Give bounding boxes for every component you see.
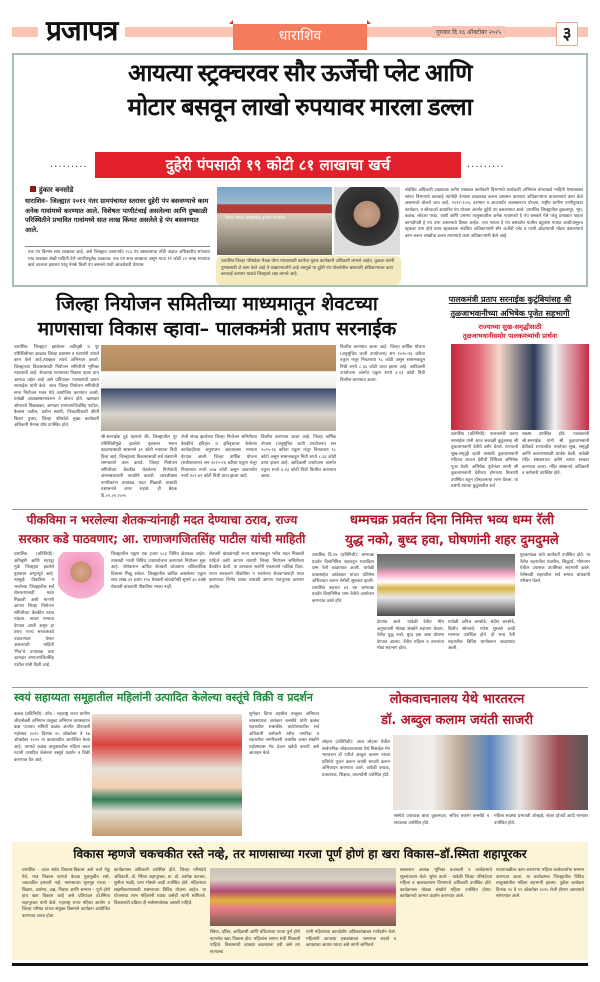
lead-body-col3: संबंधित अधिकारी टाळाटाळ करीत याबाबत कार्यकारी विभागाचे कार्यकारी अभियंता यांच्याकडे माहिती देण्याबाबत सांगत विभागाचे कारवाई त्यांनीही देण्यास टाळाटाळ करून प्रशासन करणारा अधिकाऱ्यांना वाचवण्याचे काम केले असल्याचे बोलले जात आहे. २०१२-२०१८ दरम्यान व आजपर्यंत जलस्वराज्य योजना, राष्ट्रीय ग्रामीण पाणीपुरवठा कार्यक्रम, व सौरऊर्जा आधारित पंप योजना अंतर्गत दुहेरी पंप बसवण्यात आले. धाराशिव जिल्ह्यातील तुळजापूर, भूम, कळंब, लोहारा परंडा, वाशी आणि उमरगा तालुक्यातील अनेक गावांमध्ये हे पंप बसवले गेले परंतु प्रत्यक्षात पाहता कागदोपत्री हे पंप उभा असल्याचे दिसत आहेत. ज्या गावात हे पंप बसवलेत यातील बहुतांश गावात आधीपासूनच स्ट्रक्चर उभा होते त्याच स्ट्रक्चरला संबंधित अधिकाऱ्यांनी सौर ऊर्जेची प्लेट व पाणी ओढण्याची मोटार बसवण्याचे काम करून लाखोंचा डल्ला मारण्याचे काम अधिकाऱ्यांनी केले आहे. — [405, 188, 583, 239]
story3-subheadline-line2: तुळजाभवानीसमोर पालकमंत्र्यांची प्रार्थना — [462, 332, 558, 340]
temple-family-photo — [451, 344, 589, 430]
story5-col2: देण्यात आले. यावेळी रॅलीत भीम अनुयायांनी मोठ्या संख्येने सहभाग घेतला. रॅलीत युद्ध नको, बुध्द हवा अशा घोषणा देण्यात आल्या. रॅलीत महिला व तरुणांचा मोठा सहभाग होता. — [377, 620, 444, 651]
story8-col5: सत्कारात अध्यक्ष भूमिका बजावली व कार्यक्रमाचे सूत्रसंचालन केले. सुरेश डावरे - यावेळी जिल्हा परिषदेच्या महिला व बालकल्याण विभागाचे अधिकारी उपस्थित होते. कार्यक्रमास मोठ्या संख्येने महिला उपस्थित होत्या. कार्यक्रमाचे आभार प्रदर्शन करण्यात आले. — [400, 868, 492, 899]
kalam-jayanti-photo — [393, 735, 588, 810]
story4-col1: धाराशिव (प्रतिनिधी): अतिवृष्टी आणि महापूर मुळे जिल्ह्यात झालेले नुकसान अभूतपूर्व आहे. त्यामुळे पीकविमा न भरलेल्या जिल्ह्यातील सर्व शेतकऱ्यांनाही मदत मिळावी अशी मागणी आपण जिल्हा नियोजन समितीच्या बैठकीत ठराव मांडला. त्याला मान्यता देण्यात आली असून हा ठराव राज्य सरकारकडे पाठवण्यात येणार असल्याची माहिती 'मित्र'चे उपाध्यक्ष तथा आमदार राणाजगजितसिंह पाटील यांनी दिली आहे. — [14, 552, 54, 668]
story4-headline-line1: पीकविमा न भरलेल्या शेतकऱ्यांनाही मदत देण्याचा ठराव, राज्य — [26, 513, 298, 527]
story2-headline-line2: माणसाचा विकास व्हावा– पालकमंत्री प्रताप सरनाईक — [37, 318, 397, 340]
byline-author: हुंकार बनसोडे — [39, 186, 74, 194]
story5-headline-line2: युद्ध नको, बुध्द हवा, घोषणांनी शहर दुमदुमले — [345, 533, 559, 548]
lead-intro: धाराशिव– जिल्ह्यात २०१२ नंतर ग्रामपंचायत स्तरावर दुहेरी पंप बसवण्याचे काम अनेक गावांमध्ये करण्यात आले. विशेषतः पाणीटंचाई असलेल्या आणि दुष्काळी परिस्थितीने प्रभावित गावांमध्ये सात लाख किंमत असलेले हे पंप बसवण्यात आले. — [25, 197, 210, 247]
story2-col3: रोजी संपन्न झालेल्या जिल्हा नियोजन समितीच्या बैठकीचे इतिवृत्त व इतिवृत्तावर केलेल्या कार्यवाहीच्या अनुपालन अहवालास मान्यता देण्यात आली. जिल्हा वार्षिक योजना (सर्वसाधारण) सन २०२५-२६ करिता एकूण मंजूर नियतव्यय रुपये ४५७ कोटी असून आतापर्यंत रुपये १०२.४९ कोटी निधी प्राप्त झाला आहे. — [181, 435, 257, 479]
story3-headline — [430, 293, 590, 321]
story7-headline-line2: डॉ. अब्दुल कलाम जयंती साजरी — [381, 713, 533, 728]
story8-col2: कार्यक्रमास अधिकारी उपस्थित होते. जिल्हा परिषदेचे अधिकारी, डॉ. स्मिता शहापूरकर, प्रा. डॉ. अशोक वाटकर, सुनीता माळी, प्रभा भोसले आदी उपस्थित होते. महिलांच्या सक्षमीकरणासाठी शासनाच्या विविध योजना आहेत. या योजनांचा लाभ महिलांनी घ्यावा असेही त्यांनी सांगितले. विकासाची प्रक्रिया ही सर्वसमावेशक असली पाहिजे. — [114, 868, 206, 906]
story2-headline-line1: जिल्हा नियोजन समितीच्या माध्यमातून शेवटच्या — [56, 293, 378, 315]
story8-headline: विकास म्हणजे चकचकीत रस्ते नव्हे, तर माणसाच्या गरजा पूर्ण होणं हा खरा विकास–डॉ.स्मिता शहापूरकर — [73, 847, 527, 861]
lead-headline-line1: आयत्या स्ट्रक्चरवर सौर ऊर्जेची प्लेट आणि — [128, 60, 472, 87]
story6-col1: कळंब (प्रतिनिधी): उमेद - महाराष्ट्र राज्य ग्रामीण जीवनोन्नती अभियान तालुका अभियान व्यवस्थापन कक्ष पंचायत समिती कळंब अंतर्गत दीपावली महोत्सव २०२५ दिनांक १५ ऑक्टोबर ते १७ ऑक्टोबर २०२५ या कालावधीत आयोजित केला आहे. यामध्ये कळंब तालुक्यातील महिला बचत गटांनी उत्पादित केलेल्या वस्तूंचे प्रदर्शन व विक्री करण्यात येत आहे. — [14, 712, 90, 763]
story3-subheadline — [430, 323, 590, 341]
story2-col5: वितरित करण्यात आला आहे. जिल्हा वार्षिक योजना (अनुसूचित जाती उपयोजना) सन २०२५-२६ करिता एकूण मंजूर नियतव्यय ९८ कोटी असून शासनाकडून निधी रुपये ८.६६ कोटी प्राप्त झाला आहे. आदिवासी उपयोजना अंतर्गत एकूण रुपये ४.१३ कोटी निधी वितरित करण्यात आला. — [340, 345, 425, 383]
story4-col3: शेतकरी बांधवांनाही राज्य शासनाकडून भरीव मदत मिळाली पाहिजे अशी आपण मागणी जिल्हा नियोजन समितीच्या बैठकीत केली. या ठरावाला सर्वांनी एकमताने पाठिंबा दिला. राज्य सरकारने पीकविमा न भरलेल्या शेतकऱ्यांनाही मदत करण्याचा निर्णय घ्यावा यासाठी आपण पाठपुरावा करणार आहोत. — [209, 552, 304, 590]
dotted-rule-left: ········· — [50, 162, 88, 173]
story6-col2: सुभेदार दिग्या तहसील तालुका अभियान व्यवस्थापक अलंकार बनसोडे यांनी कळंब शहरातील शासकीय कार्यालयातील सर्व अधिकारी कर्मचारी तसेच नागरिक व शहरातील नागरिकांनी जास्तीत जास्त संख्येने महोत्सवास भेट देऊन खरेदी करावी असे आवाहन केले. — [249, 712, 319, 756]
lead-body-col1: एक पंप किमान सात लाखाचा आहे, असे जिल्ह्यात आतापर्यंत २८३ पंप बसवल्याचा तोंडी अंदाज अधिकारीय सांगतात मात्र याबाबत लेखी माहिती देणे जाणीवपूर्वक टाळतात. एक पंप सात लाखाचा असून याचा १९ कोटी ८१ लाख रुपयांचा खर्च आजवर झालाय परंतु नेमके किती पंप बसवले याची आकडेवारी देण्यास — [28, 250, 210, 268]
issue-date: गुरुवार दि.१६ ऑक्टोबर २०२५ — [432, 26, 505, 38]
lead-headline-line2: मोटार बसवून लाखो रुपयावर मारला डल्ला — [127, 94, 473, 121]
zp-building-photo — [217, 187, 332, 255]
zp-building-sign: जिल्हा परिषद प्रशासकीय इमारत धाराशिव — [225, 215, 285, 220]
byline — [30, 186, 73, 195]
meeting-photo — [101, 345, 336, 431]
lead-photo-caption: धाराशिव जिल्हा परिषदेला मैत्रक योग्य यांच्यासाठी कार्यरत युवक कार्यकारी अधिकारी लाभले आहेत. तुळजा त्यांनी पुण्यासाठी जे काम केले आहे ते वाखाण्याजोगे आहे त्यामुळे या दुहेरी पंप योजनेतील भ्रष्टाचारी अधिकाऱ्यावर काय कारवाई करणार याकडे जिल्ह्याचे लक्ष लागले आहे. — [216, 256, 401, 285]
story8-col1: धाराशिव - आज सर्वत्र विकास-विकास असे चर्चा ऐकू येते, मात्र विकास म्हणजे केवळ गुळगुळीत रस्ते, चकचकीत इमारती नव्हे. माणसाच्या मूलभूत गरजा - शिक्षण, आरोग्य, अन्न, निवारा आणि सन्मान - पूर्ण होणे हाच खरा विकास आहे असे प्रतिपादन डॉ.स्मिता शहापूरकर यांनी केले. महाराष्ट्र राज्य महिला आयोग व जिल्हा परिषद यांच्या संयुक्त विद्यमाने कार्यक्रम आयोजित करण्यात आला होता. — [22, 868, 110, 919]
page-footer-rule — [12, 963, 588, 966]
rally-photo — [377, 554, 515, 616]
story3-headline-line2: तुळजाभवानीच्या अभिषेक पूजेत सहभागी — [450, 309, 570, 318]
story2-col4: वितरित करण्यात आला आहे. जिल्हा वार्षिक योजना (अनुसूचित जाती उपयोजना) सन २०२५-२६ करिता एकूण मंजूर नियतव्यय ९८ कोटी असून शासनाकडून निधी रुपये ८.६६ कोटी प्राप्त झाला आहे. आदिवासी उपयोजना अंतर्गत एकूण रुपये ४.१३ कोटी निधी वितरित करण्यात आला. — [261, 435, 336, 479]
divider — [12, 687, 588, 688]
story4-col1-cont — [58, 606, 106, 684]
story3-col2: सदस्य उपस्थित होते. पालकमंत्री श्री.सरनाईक यांनी श्री तुळजाभवानी देवीकडे राज्यातील जनतेच्या सुख, समृद्धी आणि कल्याणासाठी प्रार्थना केली. यावेळी मंदिर संस्थानच्या वतीने त्यांचा सत्कार करण्यात आला. मंदिर संस्थानचे अधिकारी व कर्मचारी उपस्थित होते. — [522, 432, 589, 476]
officer-portrait — [334, 187, 400, 255]
story3-col1: धाराशिव (प्रतिनिधी): पालकमंत्री प्रताप सरनाईक यांनी आज सकाळी कुटुंबासह श्री तुळजाभवानी देवीचे दर्शन घेतले. राज्याची सुख-समृद्धी व्हावी यासाठी तुळजाभवानी मंदिरात जाऊन देवीची विधिवत अभिषेक पूजा केली. अभिषेक पूजेनंतर त्यांनी श्री तुळजाभवानी देवीच्या होमाच्या ठिकाणी उपस्थित राहून होमहवनाचा लाभ घेतला. या प्रसंगी त्यांच्या कुटुंबातील सर्व — [451, 432, 518, 489]
byline-marker-icon — [30, 186, 36, 192]
story7-headline — [322, 689, 592, 731]
section-tab: धाराशिव — [233, 24, 367, 50]
story8-col3: स्त्रिया, दलित, आदिवासी आणि वंचितांच्या गरजा पूर्ण होणे म्हणजेच खरा विकास होय. महिलांना समान संधी मिळाली पाहिजे. विकासाची व्याख्या बदलायला हवी असे त्या म्हणाल्या. — [210, 930, 300, 955]
story6-headline: स्वयं सहाय्यता समूहातील महिलांनी उत्पादित केलेल्या वस्तूंचे विक्री व प्रदर्शन — [14, 691, 313, 704]
divider — [12, 509, 588, 510]
story8-col6: गावपातळीवर काम करणाऱ्या महिला कार्यकर्त्यांचा सन्मान करण्यात आला. या कार्यक्रमात जिल्ह्यातील विविध तालुक्यांतील महिला सहभागी झाल्या. पुढील कार्यक्रम दिनांक २० ते २२ ऑक्टोबर २०२५ रोजी होणार असल्याचे सांगण्यात आले. — [496, 868, 584, 899]
women-group-photo — [210, 868, 396, 926]
story3-headline-line1: पालकमंत्री प्रताप सरनाईक कुटुंबियांसह श्री — [448, 295, 572, 304]
story4-col2: जिल्ह्यातील एकूण एक हजार ५८३ विमित क्षेत्रफळ आहेत. त्यासाठी भाजी विविध उपाययोजना करण्याचे नियोजन सुरू आहे. जेणेकरून बाधित शेतकरी बांधवांना अधिकाधिक दिलासा मिळू शकेल. जिल्ह्यातील बाधित असलेल्या एकूण सात लाख ३९ हजार १९० शेतकरी बांधवांपैकी सुमारे ३० टक्के शेतकरी बांधवांनी पीकविमा भरला नाही. — [111, 552, 206, 590]
story3-subheadline-line1: राज्याच्या सुख-समृद्धीसाठी — [478, 323, 542, 331]
page-number: ३ — [556, 22, 578, 46]
story2-col1: धाराशिव- जिल्ह्यात झालेल्या अतिवृष्टी व पूर परिस्थितीच्या काळात जिल्हा प्रशासन व यंत्रणांनी चांगले काम केले आहे.त्याबद्दल त्यांचे अभिनंदन करतो. जिल्ह्याच्या विकासासाठी नियोजन समितीची भूमिका महत्त्वाची आहे. शेवटच्या माणसाचा विकास व्हावा हाच आमचा उद्देश आहे असे प्रतिपादन पालकमंत्री प्रताप सरनाईक यांनी केले. आज जिल्हा नियोजन समितीची सभा नियोजन भवन येथे आयोजित करण्यात आली, यावेळी अध्यक्षस्थानावरून ते बोलत होते. खासदार ओमराजे निंबाळकर, आमदार राणाजगजितसिंह पाटील, कैलास पाटील, प्रवीण स्वामी, जिल्हाधिकारी कीर्ती किरण पुजार, जिल्हा परिषदेचे मुख्य कार्यकारी अधिकारी मैनाक घोष उपस्थित होते. — [14, 345, 99, 428]
mla-portrait — [58, 552, 104, 602]
story5-col4: युवकमंडळ यांचे कार्यकर्ते उपस्थित होते. या रॅलीत शहरातील पंचशील, सिद्धार्थ, भीमनगर येथील उपासक उपासिका सहभागी झाले. रॅलीसाठी शहरातील सर्व समाज बांधवांनी परिश्रम घेतले. — [520, 553, 590, 584]
story4-headline — [12, 511, 312, 549]
story7-caption-col1: संस्थेचे उपाध्यक्ष बाबा दुकानदार, सचिव बजरंग बनसोडे व संचालक उपस्थित होते. — [394, 814, 489, 826]
story7-headline-line1: लोकवाचनालय येथे भारतरत्न — [389, 692, 525, 707]
story2-headline — [12, 292, 422, 342]
story5-headline-line1: धम्मचक्र प्रवर्तन दिना निमित्त भव्य धम्म रॅली — [349, 513, 555, 528]
story7-caption-col2: महिला सदस्या प्रभावती ओव्हळे, शंकर होतार्डे आदी मान्यवर उपस्थित होते. — [494, 814, 588, 826]
lead-subheadline: दुहेरी पंपसाठी १९ कोटी ८१ लाखाचा खर्च — [95, 152, 461, 178]
story5-headline — [312, 511, 592, 551]
story4-headline-line2: सरकार कडे पाठवणार; आ. राणाजगजितसिंह पाटील यांची माहिती — [18, 532, 306, 546]
dotted-rule-right: ········· — [467, 162, 505, 173]
paper-logo: प्रजापत्र — [38, 16, 125, 46]
story7-col1: लोहारा (प्रतिनिधी): आज लोहारा येथील सार्वजनिक लोकवाचनालय येथे मिसाईल मॅन भारतरत्न डॉ एपीजे अब्दुल कलाम यांच्या प्रतिमेचे पूजन करून जयंती साजरी करून अभिवादन करण्यात आले. यावेळी वाचक, प्राध्यापक, शिक्षक, वाचनप्रेमी उपस्थित होते. — [322, 740, 390, 778]
exhibition-photo — [92, 714, 242, 836]
story5-col1: धाराशिव दि.१४ (प्रतिनिधी): धम्मचक्र प्रवर्तन दिनानिमित्त शहरातून भव्यदिव्य धम्म रॅली काढण्यात आली. यावेळी बाबासाहेब आंबेडकर यांच्या प्रतिमेस अभिवादन करून रॅलीची सुरुवात झाली. धाराशिव शहरात ६९ व्या धम्मचक्र प्रवर्तन दिनानिमित्त धम्म रॅलीचे आयोजन करण्यात आले होते. — [312, 553, 374, 604]
story5-col3: यावेळी अनिल बनसोडे, संदीप बनसोडे, दिलीप सोनवणे, गणेश सुरवसे आदी मान्यवर उपस्थित होते. ही भव्य रॅली शहरातील विविध मार्गावरून काढण्यात आली. — [448, 620, 515, 651]
story2-col2: श्री.सरनाईक पुढे म्हणाले की, जिल्ह्यातील पूर परिस्थितीमुळे झालेले नुकसान भरून काढण्यासाठी शासनाने ३१ कोटी रुपयांचा निधी दिला आहे. जिल्ह्याच्या विकासासाठी सर्व यंत्रणांनी समन्वयाने काम करावे. जिल्हा नियोजन समितीच्या बैठकीत घेतलेल्या निर्णयांची अंमलबजावणी तातडीने करावी. आपत्तीग्रस्त नागरिकांना तात्काळ मदत मिळावी यासाठी प्रशासनाने तत्पर राहावे. ही बैठक दि.०१.०९.२०२५ — [101, 435, 177, 499]
story8-col4: यांनी महिलांच्या कायदेशीर अधिकारांबाबत मार्गदर्शन केले. महिलांनी आपल्या हक्कांबाबत जागरूक राहावे व कायद्याचा आधार घ्यावा असे त्यांनी सांगितले. — [306, 930, 396, 948]
lead-headline — [14, 57, 586, 125]
